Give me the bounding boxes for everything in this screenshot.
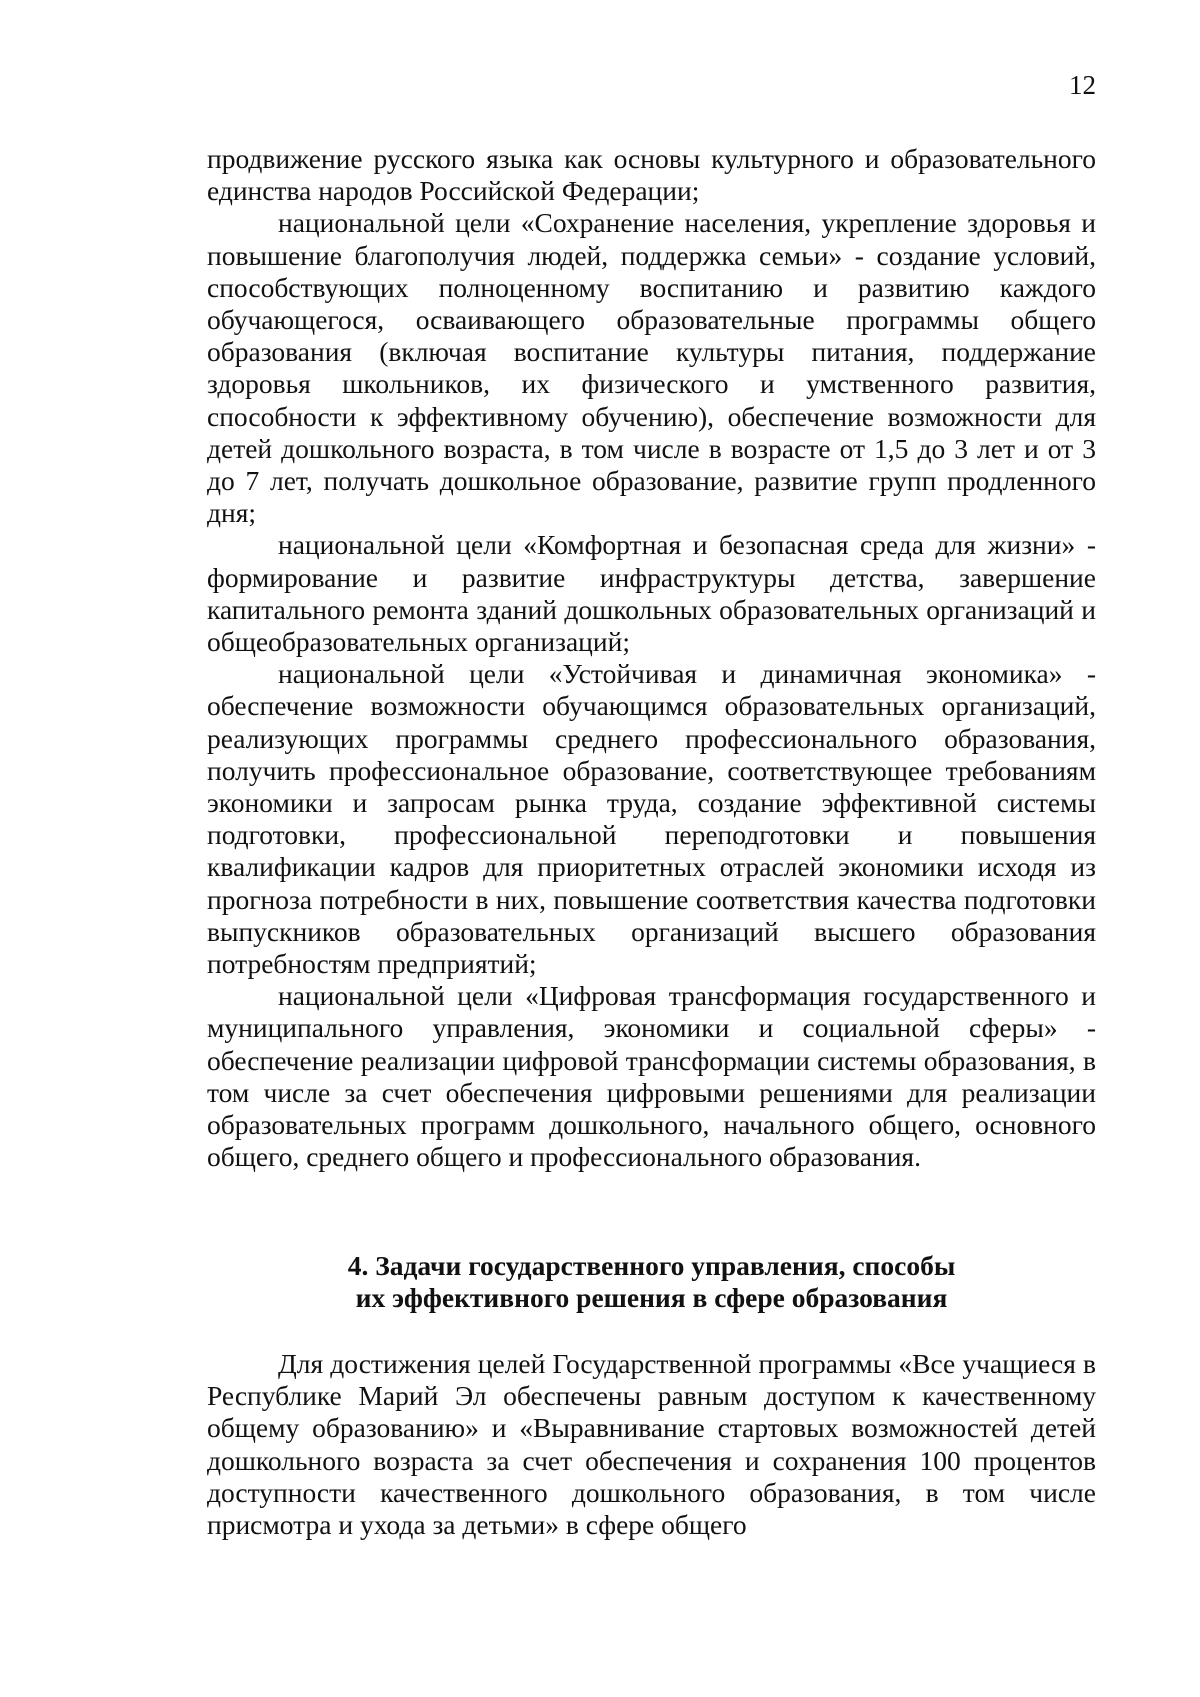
section-heading-line-1: 4. Задачи государственного управления, способы [347,1250,956,1281]
section-heading [207,1250,1096,1314]
section-heading-line-2: их эффективного решения в сфере образования [355,1282,948,1313]
paragraph-goal-economy: национальной цели «Устойчивая и динамичная экономика» - обеспечение возможности обучающимся образовательных организаций, реализующих программы среднего профессионального образования, получить профессиональное образование, соответствующее требованиям экономики и запросам рынка труда, создание эффективной системы подготовки, профессиональной переподготовки и повышения квалификации кадров для приоритетных отраслей экономики исходя из прогноза потребности в них, повышение соответствия качества подготовки выпускников образовательных организаций высшего образования потребностям предприятий; [207,658,1096,980]
page-number: 12 [1069,70,1096,100]
paragraph-continuation: продвижение русского языка как основы культурного и образовательного единства народов Российской Федерации; [207,143,1096,207]
body-text-top [207,143,1096,1174]
paragraph-section-intro: Для достижения целей Государственной программы «Все учащиеся в Республике Марий Эл обеспечены равным доступом к качественному общему образованию» и «Выравнивание стартовых возможностей детей дошкольного возраста за счет обеспечения и сохранения 100 процентов доступности качественного дошкольного образования, в том числе присмотра и ухода за детьми» в сфере общего [207,1348,1096,1541]
body-text-bottom [207,1348,1096,1541]
paragraph-goal-population: национальной цели «Сохранение населения, укрепление здоровья и повышение благополучия людей, поддержка семьи» - создание условий, способствующих полноценному воспитанию и развитию каждого обучающегося, осваивающего образовательные программы общего образования (включая воспитание культуры питания, поддержание здоровья школьников, их физического и умственного развития, способности к эффективному обучению), обеспечение возможности для детей дошкольного возраста, в том числе в возрасте от 1,5 до 3 лет и от 3 до 7 лет, получать дошкольное образование, развитие групп продленного дня; [207,207,1096,529]
paragraph-goal-environment: национальной цели «Комфортная и безопасная среда для жизни» - формирование и развитие инфраструктуры детства, завершение капитального ремонта зданий дошкольных образовательных организаций и общеобразовательных организаций; [207,529,1096,658]
paragraph-goal-digital: национальной цели «Цифровая трансформация государственного и муниципального управления, экономики и социальной сферы» - обеспечение реализации цифровой трансформации системы образования, в том числе за счет обеспечения цифровыми решениями для реализации образовательных программ дошкольного, начального общего, основного общего, среднего общего и профессионального образования. [207,980,1096,1173]
